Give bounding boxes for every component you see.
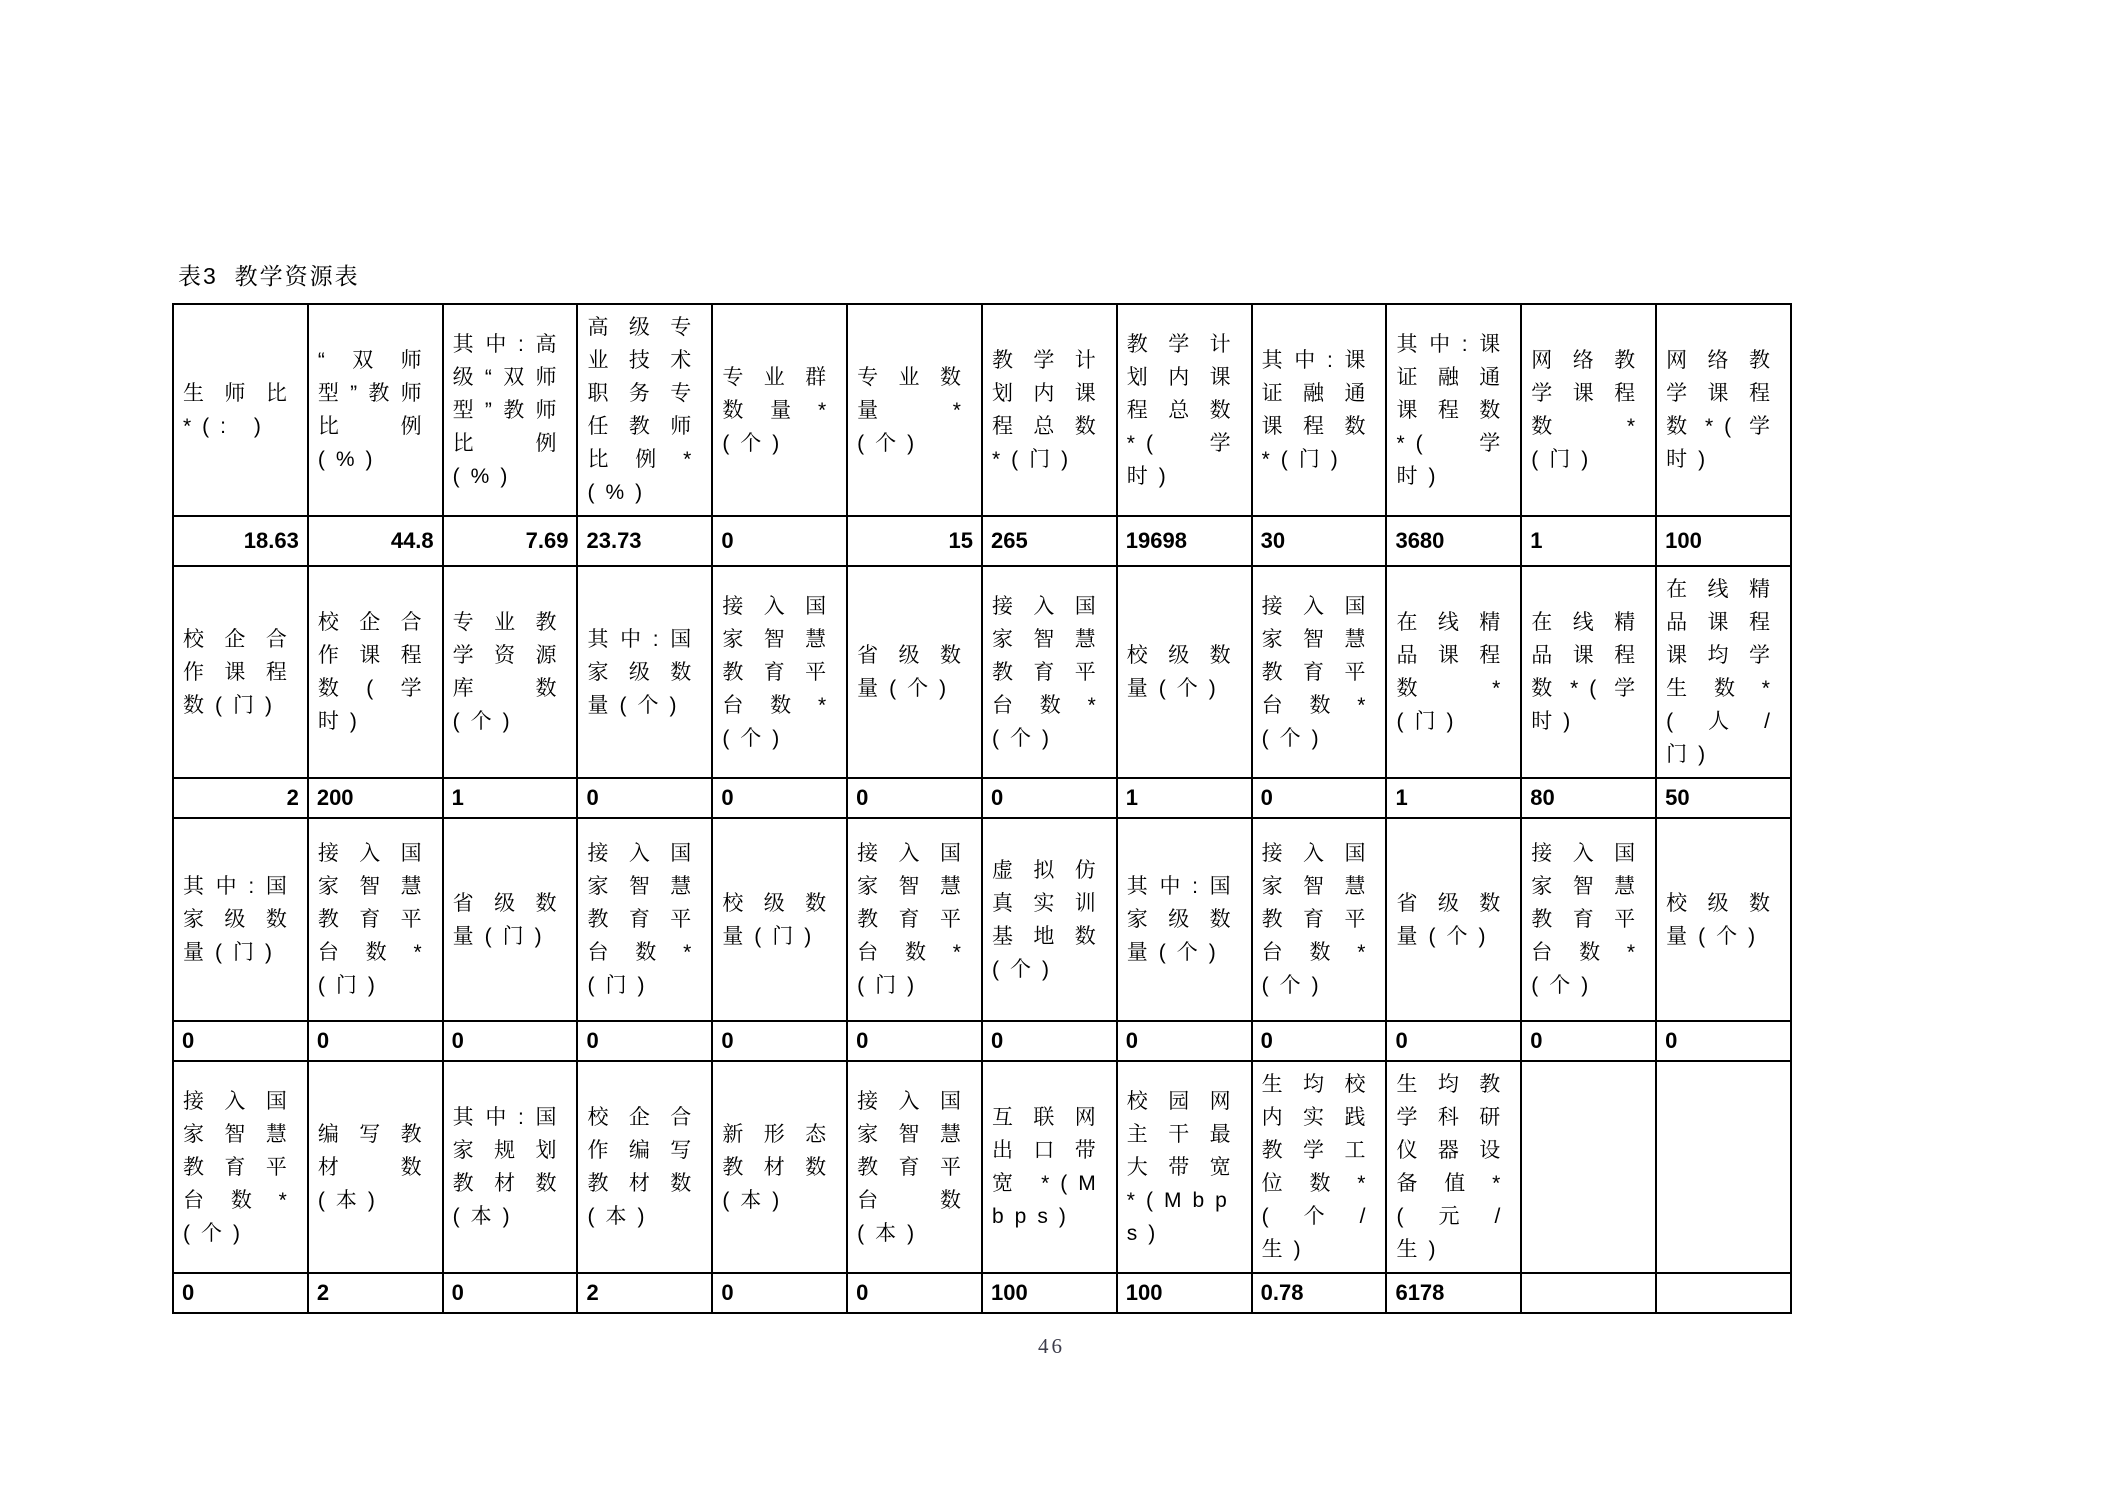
value-cell: 50 bbox=[1656, 778, 1791, 818]
table-value-row bbox=[173, 1021, 1791, 1061]
header-cell: 在线精品课程数*(门) bbox=[1386, 566, 1521, 778]
table-header-row bbox=[173, 1061, 1791, 1273]
header-cell: 互联网出口带宽*(Mbps) bbox=[982, 1061, 1117, 1273]
value-cell: 7.69 bbox=[443, 516, 578, 566]
value-cell: 0 bbox=[982, 1021, 1117, 1061]
header-cell: 校级数量(门) bbox=[712, 818, 847, 1021]
value-cell: 44.8 bbox=[308, 516, 443, 566]
table-value-row bbox=[173, 516, 1791, 566]
value-cell: 100 bbox=[1117, 1273, 1252, 1313]
header-cell: 生均校内实践教学工位数*(个/生) bbox=[1252, 1061, 1387, 1273]
header-cell: 校企合作课程数(门) bbox=[173, 566, 308, 778]
value-cell: 23.73 bbox=[577, 516, 712, 566]
header-cell: 接入国家智慧教育平台数*(门) bbox=[577, 818, 712, 1021]
header-cell: 专业数量*(个) bbox=[847, 304, 982, 516]
value-cell: 1 bbox=[443, 778, 578, 818]
header-cell: 接入国家智慧教育平台数(本) bbox=[847, 1061, 982, 1273]
header-cell: 其中:课证融通课程数*(学时) bbox=[1386, 304, 1521, 516]
value-cell: 19698 bbox=[1117, 516, 1252, 566]
header-cell: 其中:国家级数量(个) bbox=[1117, 818, 1252, 1021]
table-header-row bbox=[173, 818, 1791, 1021]
value-cell: 0 bbox=[577, 778, 712, 818]
header-cell: 校园网主干最大带宽*(Mbps) bbox=[1117, 1061, 1252, 1273]
value-cell: 0 bbox=[1117, 1021, 1252, 1061]
value-cell: 1 bbox=[1117, 778, 1252, 818]
header-cell: 接入国家智慧教育平台数*(个) bbox=[1252, 566, 1387, 778]
value-cell: 0 bbox=[173, 1021, 308, 1061]
value-cell: 0 bbox=[1656, 1021, 1791, 1061]
value-cell: 0 bbox=[443, 1273, 578, 1313]
header-cell: 接入国家智慧教育平台数*(个) bbox=[712, 566, 847, 778]
value-cell: 100 bbox=[1656, 516, 1791, 566]
table-value-row bbox=[173, 1273, 1791, 1313]
value-cell: 0 bbox=[1252, 1021, 1387, 1061]
header-cell: 生师比*(: ) bbox=[173, 304, 308, 516]
value-cell: 1 bbox=[1386, 778, 1521, 818]
header-cell: 虚拟仿真实训基地数(个) bbox=[982, 818, 1117, 1021]
value-cell: 0 bbox=[577, 1021, 712, 1061]
header-cell: 接入国家智慧教育平台数*(个) bbox=[982, 566, 1117, 778]
value-cell: 0 bbox=[1252, 778, 1387, 818]
header-cell bbox=[1521, 1061, 1656, 1273]
value-cell: 3680 bbox=[1386, 516, 1521, 566]
value-cell: 80 bbox=[1521, 778, 1656, 818]
header-cell: 校企合作编写教材数(本) bbox=[577, 1061, 712, 1273]
header-cell: 其中:国家级数量(个) bbox=[577, 566, 712, 778]
table-caption: 表3 教学资源表 bbox=[178, 263, 360, 289]
header-cell: 接入国家智慧教育平台数*(门) bbox=[847, 818, 982, 1021]
header-cell: 校级数量(个) bbox=[1117, 566, 1252, 778]
header-cell: 编写教材数(本) bbox=[308, 1061, 443, 1273]
value-cell: 0 bbox=[443, 1021, 578, 1061]
header-cell: 省级数量(门) bbox=[443, 818, 578, 1021]
header-cell: 专业群数量*(个) bbox=[712, 304, 847, 516]
header-cell: 校企合作课程数(学时) bbox=[308, 566, 443, 778]
page-number: 46 bbox=[1038, 1334, 1065, 1358]
header-cell: 省级数量(个) bbox=[1386, 818, 1521, 1021]
value-cell: 0 bbox=[712, 516, 847, 566]
value-cell: 2 bbox=[308, 1273, 443, 1313]
header-cell: 校级数量(个) bbox=[1656, 818, 1791, 1021]
header-cell: 其中:课证融通课程数*(门) bbox=[1252, 304, 1387, 516]
value-cell: 2 bbox=[577, 1273, 712, 1313]
value-cell: 0 bbox=[712, 1021, 847, 1061]
header-cell: 网络教学课程数*(学时) bbox=[1656, 304, 1791, 516]
value-cell: 0 bbox=[847, 1021, 982, 1061]
header-cell: 教学计划内课程总数*(门) bbox=[982, 304, 1117, 516]
value-cell: 6178 bbox=[1386, 1273, 1521, 1313]
value-cell: 30 bbox=[1252, 516, 1387, 566]
value-cell: 18.63 bbox=[173, 516, 308, 566]
header-cell: 其中:国家规划教材数(本) bbox=[443, 1061, 578, 1273]
header-cell: 其中:高级“双师型”教师比例(%) bbox=[443, 304, 578, 516]
header-cell: 生均教学科研仪器设备值*(元/生) bbox=[1386, 1061, 1521, 1273]
header-cell: 接入国家智慧教育平台数*(个) bbox=[1521, 818, 1656, 1021]
value-cell: 0 bbox=[173, 1273, 308, 1313]
value-cell: 1 bbox=[1521, 516, 1656, 566]
value-cell: 0 bbox=[308, 1021, 443, 1061]
header-cell: 专业教学资源库数(个) bbox=[443, 566, 578, 778]
header-cell: 接入国家智慧教育平台数*(个) bbox=[1252, 818, 1387, 1021]
value-cell: 0 bbox=[1386, 1021, 1521, 1061]
value-cell: 100 bbox=[982, 1273, 1117, 1313]
value-cell: 15 bbox=[847, 516, 982, 566]
value-cell: 0 bbox=[982, 778, 1117, 818]
value-cell: 0 bbox=[847, 778, 982, 818]
header-cell: “双师型”教师比例(%) bbox=[308, 304, 443, 516]
header-cell: 教学计划内课程总数*(学时) bbox=[1117, 304, 1252, 516]
table-header-row bbox=[173, 304, 1791, 516]
table-header-row bbox=[173, 566, 1791, 778]
header-cell: 网络教学课程数*(门) bbox=[1521, 304, 1656, 516]
value-cell: 0 bbox=[1521, 1021, 1656, 1061]
header-cell: 其中:国家级数量(门) bbox=[173, 818, 308, 1021]
value-cell: 265 bbox=[982, 516, 1117, 566]
value-cell: 2 bbox=[173, 778, 308, 818]
header-cell: 新形态教材数(本) bbox=[712, 1061, 847, 1273]
header-cell: 接入国家智慧教育平台数*(门) bbox=[308, 818, 443, 1021]
header-cell: 省级数量(个) bbox=[847, 566, 982, 778]
header-cell: 接入国家智慧教育平台数*(个) bbox=[173, 1061, 308, 1273]
header-cell: 高级专业技术职务专任教师比例*(%) bbox=[577, 304, 712, 516]
value-cell: 0.78 bbox=[1252, 1273, 1387, 1313]
header-cell: 在线精品课程课均学生数*(人/门) bbox=[1656, 566, 1791, 778]
value-cell: 0 bbox=[712, 778, 847, 818]
value-cell: 200 bbox=[308, 778, 443, 818]
value-cell: 0 bbox=[712, 1273, 847, 1313]
value-cell: 0 bbox=[847, 1273, 982, 1313]
teaching-resources-table bbox=[172, 303, 1792, 1314]
value-cell bbox=[1521, 1273, 1656, 1313]
header-cell bbox=[1656, 1061, 1791, 1273]
header-cell: 在线精品课程数*(学时) bbox=[1521, 566, 1656, 778]
table-value-row bbox=[173, 778, 1791, 818]
value-cell bbox=[1656, 1273, 1791, 1313]
